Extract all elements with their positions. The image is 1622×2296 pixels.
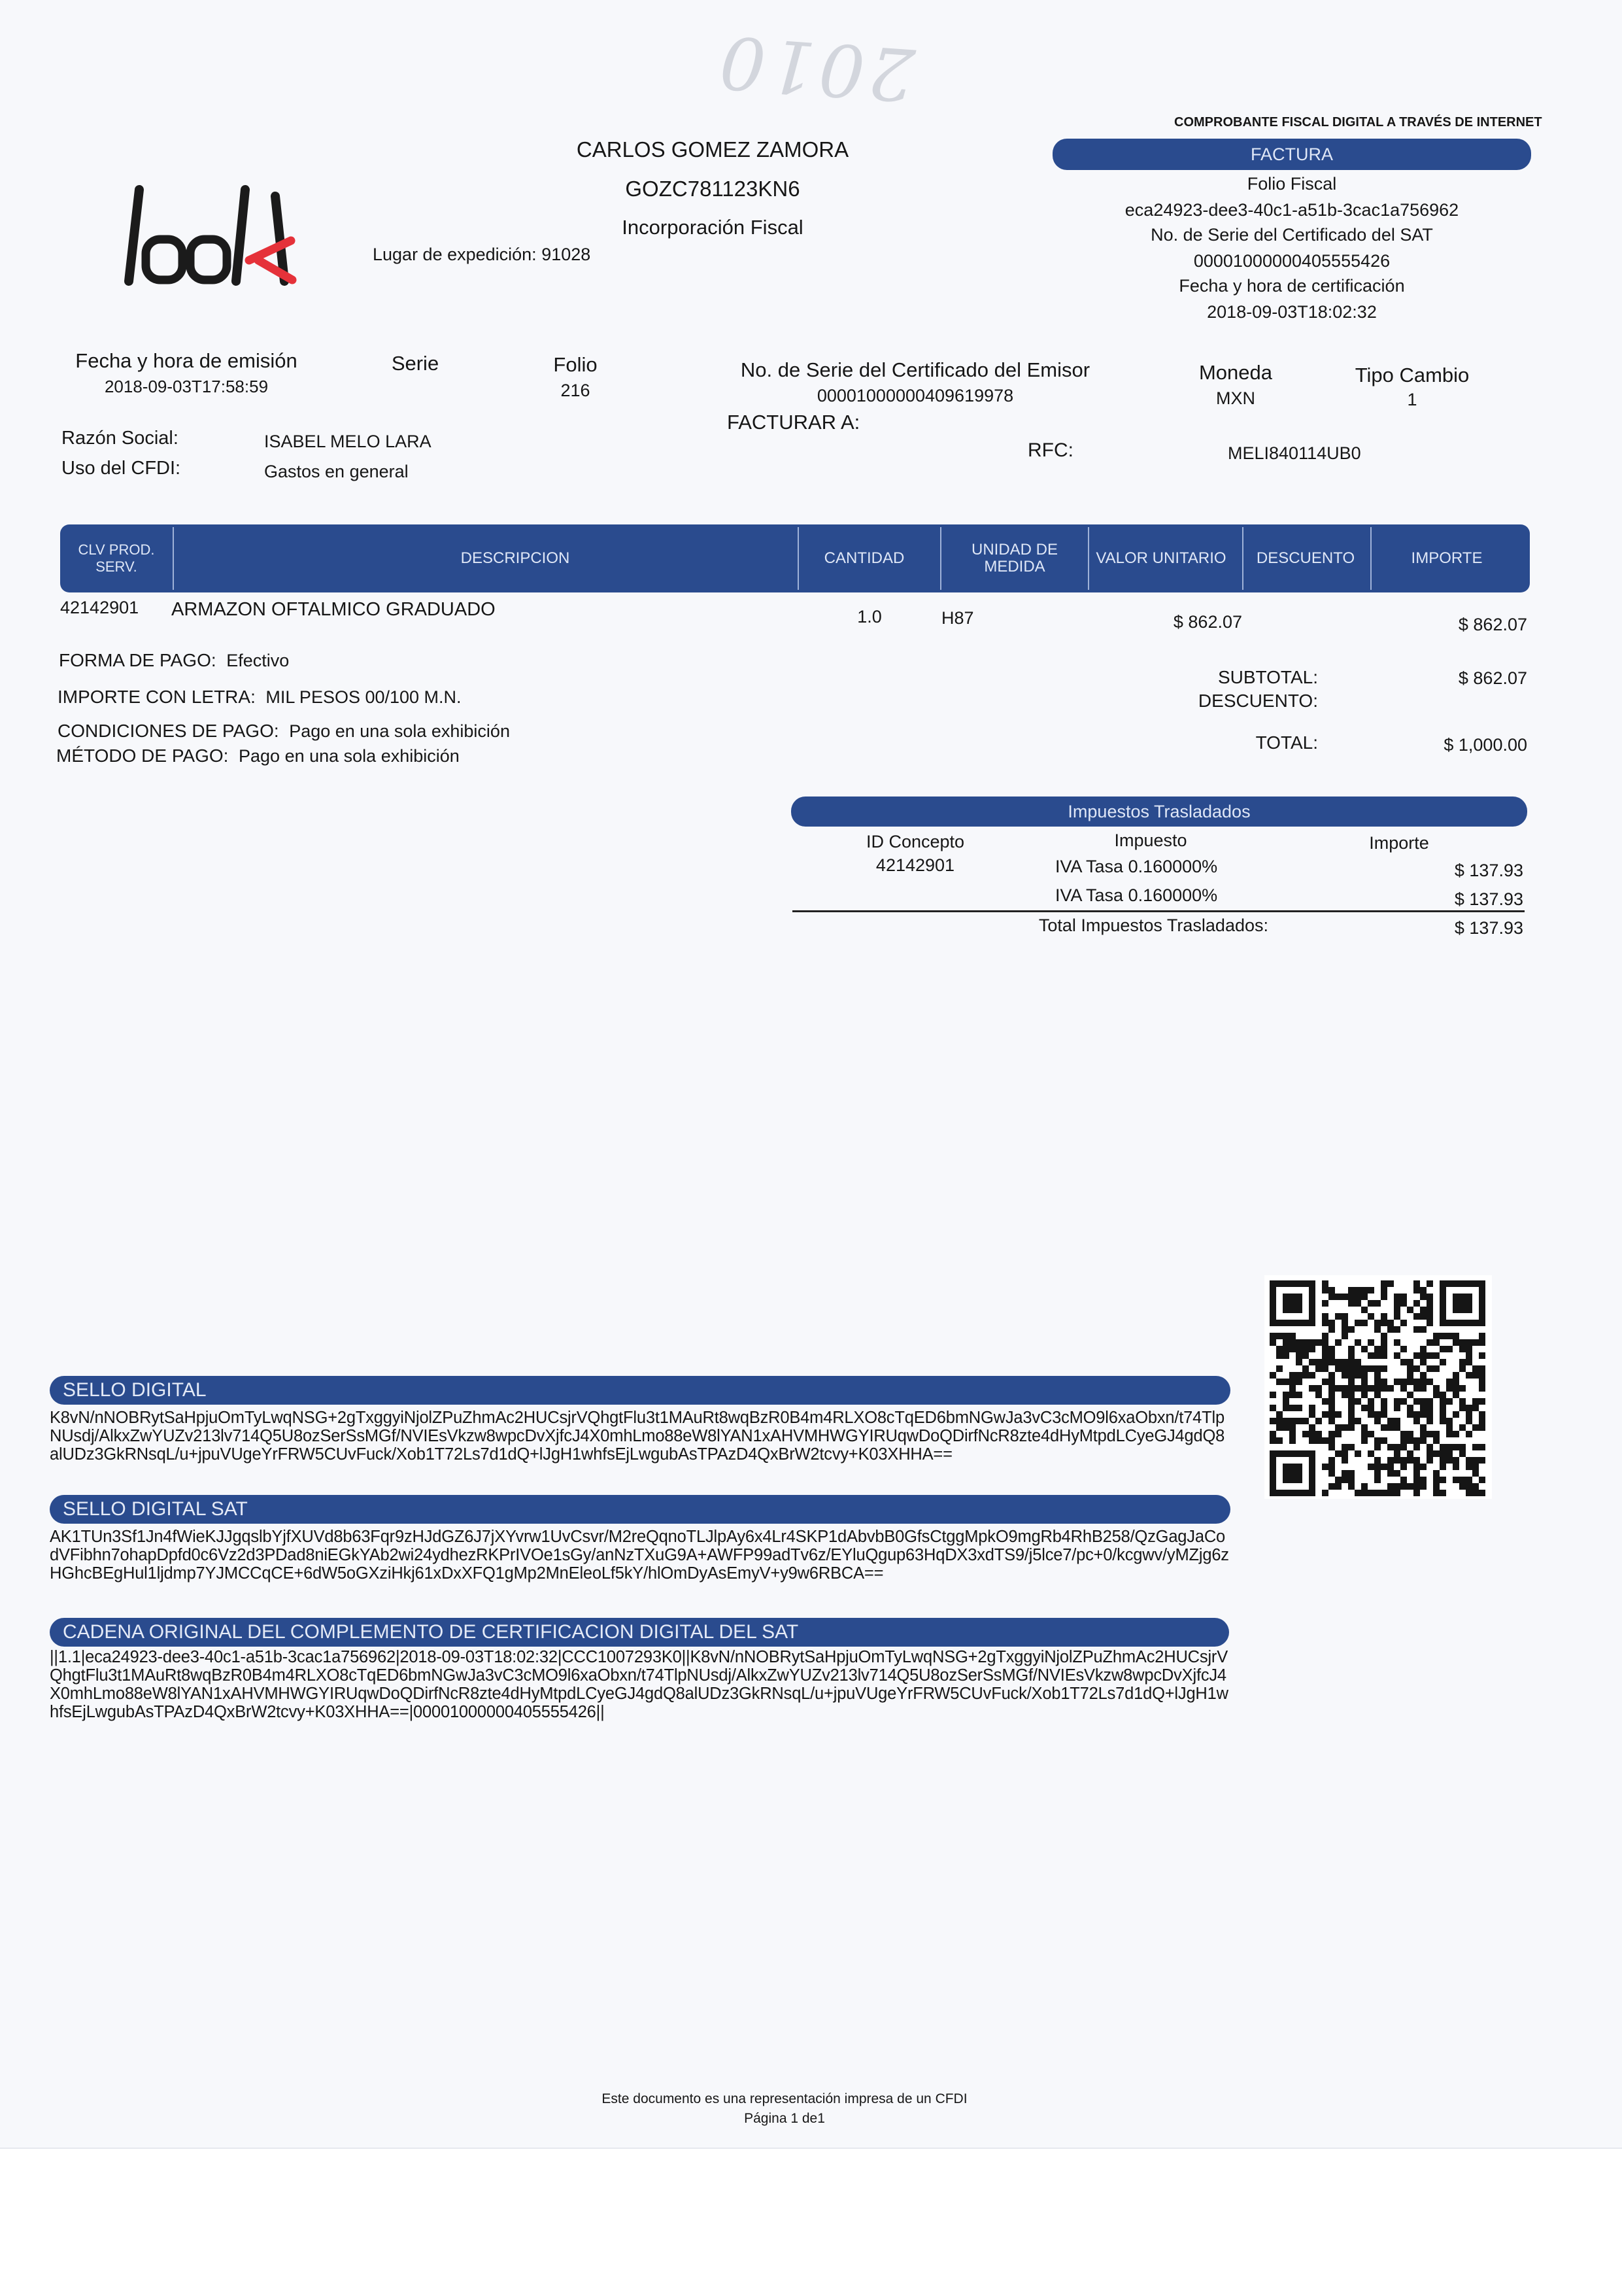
emisor-cert-value: 00001000000409619978 [817,386,1014,405]
importe-letra-value: MIL PESOS 00/100 M.N. [265,687,462,707]
rfc-value: MELI840114UB0 [1228,443,1361,463]
emission-label: Fecha y hora de emisión [75,349,297,372]
importe-letra-label: IMPORTE CON LETRA: [58,687,256,707]
header-descuento: DESCUENTO [1256,549,1355,567]
tax-row-1-impuesto: IVA Tasa 0.160000% [1055,857,1218,876]
moneda-label: Moneda [1198,361,1273,384]
cadena-text: ||1.1|eca24923-dee3-40c1-a51b-3cac1a756962|2018-09-03T18:02:32|CCC1007293K0||K8vN/nNOBRytSaHpjuOmTyLwqNSG+2gTxggyiNjolZPuZhmAc2HUCsjrVQhgtFlu3t1MAuRt8wqBzR0B4m4RLXO8cTqED6bmNGwJa3vC3cMO9l6xaObxn/t74TlpNUsdj/AlkxZwYUZv213lv714Q5U8ozSerSsMGf/NVIEsVkzw8wpcDvXjfcJ4X0mhLmo88eW8lYAN1xAHVMHWGYIRUqwDoQDirfNcR8zte4dHyMtpdLCyeGJ4gdQ8alUDz3GkRNsqL/u+jpuVUgeYrFRW5CUvFuck/Xob1T72Ls7d1dQ+lJgH1whfsEjLwgubAsTPAzD4QxBrW2tcvy+K03XHHA==|00001000000405555426|| [50,1648,1228,1721]
expedition-place-value: 91028 [541,245,591,264]
item-descripcion: ARMAZON OFTALMICO GRADUADO [171,599,496,620]
razon-social-value: ISABEL MELO LARA [264,432,431,451]
header-descripcion: DESCRIPCION [460,549,570,567]
emission-value: 2018-09-03T17:58:59 [104,377,269,396]
total-value: $ 1,000.00 [1444,735,1527,755]
tipo-cambio-value: 1 [1407,390,1417,409]
sello-digital-title: SELLO DIGITAL [63,1379,207,1401]
header-unidad: UNIDAD DE MEDIDA [971,541,1058,575]
scan-bottom-margin [0,2148,1622,2296]
cert-date-label: Fecha y hora de certificación [1179,276,1405,296]
facturar-label: FACTURAR A: [727,411,860,434]
cfdi-header-text: COMPROBANTE FISCAL DIGITAL A TRAVÉS DE INTERNET [1174,115,1542,129]
taxes-col-id: ID Concepto [866,832,965,851]
look-logo-graphic [121,183,324,288]
tax-row-1-importe: $ 137.93 [1454,861,1523,880]
descuento-label: DESCUENTO: [1198,691,1318,711]
footer-line-2: Página 1 de1 [744,2111,825,2126]
factura-title-bar [1053,139,1531,170]
issuer-regime: Incorporación Fiscal [622,216,803,239]
cadena-bar [50,1618,1229,1647]
header-clave: CLV PROD. SERV. [78,541,155,575]
tax-row-2-impuesto: IVA Tasa 0.160000% [1055,885,1218,905]
item-unidad: H87 [941,608,974,628]
folio-label: Folio [553,353,598,376]
uso-cfdi-label: Uso del CFDI: [61,458,181,479]
footer-line-1: Este documento es una representación impresa de un CFDI [601,2091,968,2106]
sello-digital-text: K8vN/nNOBRytSaHpjuOmTyLwqNSG+2gTxggyiNjolZPuZhmAc2HUCsjrVQhgtFlu3t1MAuRt8wqBzR0B4m4RLXO8cTqED6bmNGwJa3vC3cMO9l6xaObxn/t74TlpNUsdj/AlkxZwYUZv213lv714Q5U8ozSerSsMGf/NVIEsVkzw8wpcDvXjfcJ4X0mhLmo88eW8lYAN1xAHVMHWGYIRUqwDoQDirfNcR8zte4dHyMtpdLCyeGJ4gdQ8alUDz3GkRNsqL/u+jpuVUgeYrFRW5CUvFuck/Xob1T72Ls7d1dQ+lJgH1whfsEjLwgubAsTPAzD4QxBrW2tcvy+K03XHHA== [50,1409,1225,1464]
taxes-divider [792,910,1525,912]
condiciones-pago-label: CONDICIONES DE PAGO: [58,721,279,741]
emisor-cert-label: No. de Serie del Certificado del Emisor [740,358,1090,381]
importe-letra [58,687,462,708]
sello-sat-title: SELLO DIGITAL SAT [63,1498,248,1520]
folio-fiscal-value: eca24923-dee3-40c1-a51b-3cac1a756962 [1124,200,1459,220]
taxes-total-value: $ 137.93 [1454,918,1523,938]
serie-label: Serie [391,352,439,375]
item-clave: 42142901 [60,598,139,617]
folio-value: 216 [560,381,590,400]
tax-row-1-id: 42142901 [875,855,955,875]
sat-cert-label: No. de Serie del Certificado del SAT [1151,225,1433,245]
handwritten-note: 2010 [713,19,918,117]
metodo-pago [56,745,460,766]
sat-cert-value: 00001000000405555426 [1193,251,1391,271]
total-label: TOTAL: [1255,732,1318,753]
tax-row-2-importe: $ 137.93 [1454,889,1523,909]
cadena-title: CADENA ORIGINAL DEL COMPLEMENTO DE CERTIFICACION DIGITAL DEL SAT [63,1621,799,1643]
expedition-place [373,245,590,265]
sello-sat-bar [50,1495,1230,1524]
issuer-rfc: GOZC781123KN6 [625,177,800,201]
taxes-title-bar [791,797,1527,827]
forma-pago [59,650,289,671]
metodo-pago-label: MÉTODO DE PAGO: [56,745,229,766]
taxes-title: Impuestos Trasladados [1068,802,1251,821]
forma-pago-label: FORMA DE PAGO: [59,650,216,670]
metodo-pago-value: Pago en una sola exhibición [239,746,460,766]
cert-date-value: 2018-09-03T18:02:32 [1207,302,1377,322]
item-importe: $ 862.07 [1458,615,1527,634]
header-importe: IMPORTE [1411,549,1483,567]
sello-sat-text: AK1TUn3Sf1Jn4fWieKJJgqslbYjfXUVd8b63Fqr9zHJdGZ6J7jXYvrw1UvCsvr/M2reQqnoTLJlpAy6x4Lr4SKP1dAbvbB0GfsCtggMpkO9mgRb4RhB258/QzGagJaCodVFibhn7ohapDpfd0c6Vz2d3PDad8niEGkYAb2wi24ydhezRKPrIVOe1sGy/anNzTXuG9A+AWFP99adTv6z/EYluQgup63HqDX3xdTS9/j5lce7/pc+0/kcgwv/yMZjg6zHGhcBEgHul1ljdmp7YJMCCqCE+6dW5oGXziHkj61xDxXFQ1gMp2MnEleoLf5kY/hlOmDyAsEmyV+y9w6RBCA== [50,1528,1229,1583]
taxes-col-importe: Importe [1369,833,1429,853]
condiciones-pago-value: Pago en una sola exhibición [289,721,510,741]
item-valor-unitario: $ 862.07 [1173,612,1242,632]
forma-pago-value: Efectivo [226,651,290,670]
razon-social-label: Razón Social: [61,428,178,449]
tipo-cambio-label: Tipo Cambio [1355,364,1470,386]
item-cantidad: 1.0 [857,607,882,626]
subtotal-value: $ 862.07 [1458,668,1527,688]
items-table-header [60,524,1530,592]
issuer-name: CARLOS GOMEZ ZAMORA [576,137,849,162]
rfc-label: RFC: [1028,439,1073,461]
uso-cfdi-value: Gastos en general [264,462,409,481]
sello-digital-bar [50,1376,1230,1405]
company-logo [121,183,324,288]
qr-code-graphic [1264,1275,1492,1499]
subtotal-label: SUBTOTAL: [1217,667,1318,687]
header-cantidad: CANTIDAD [824,549,905,567]
factura-title: FACTURA [1250,145,1333,164]
moneda-value: MXN [1216,388,1255,408]
header-valor-unitario: VALOR UNITARIO [1096,549,1226,567]
folio-fiscal-label: Folio Fiscal [1247,174,1337,194]
taxes-total-label: Total Impuestos Trasladados: [1038,916,1268,935]
taxes-col-impuesto: Impuesto [1114,831,1187,850]
qr-code [1264,1275,1492,1499]
expedition-place-label: Lugar de expedición: [373,245,537,264]
condiciones-pago [58,721,510,742]
